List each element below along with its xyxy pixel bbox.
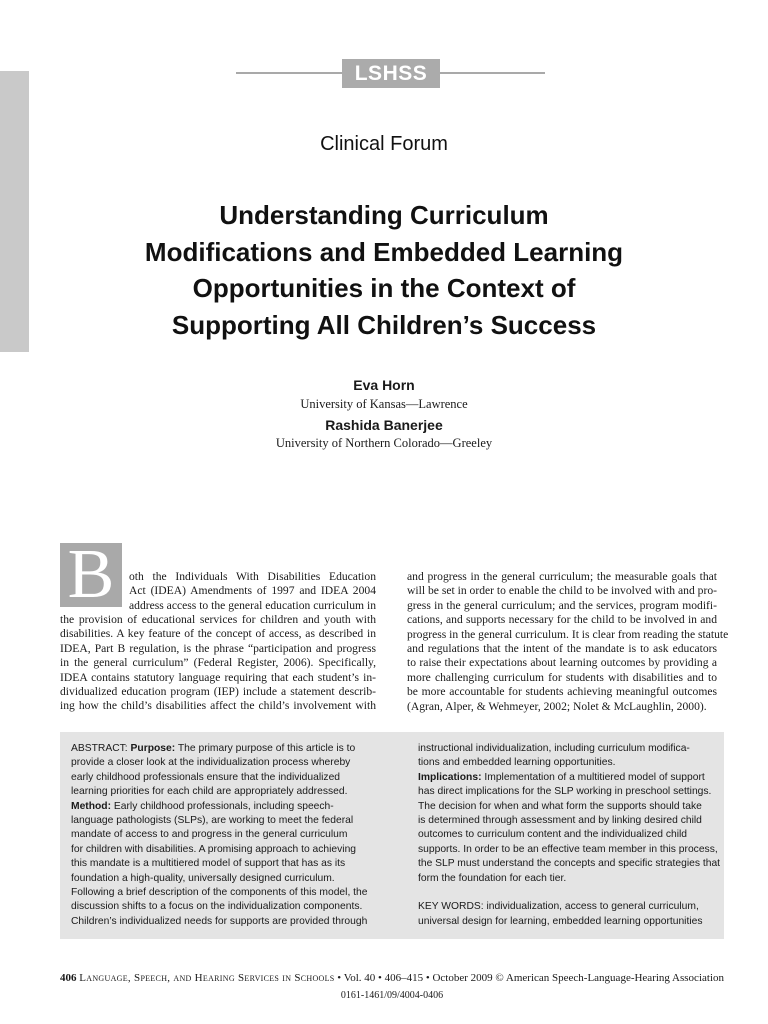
body-line: and progress in the general curriculum; the measurable goals that bbox=[407, 570, 717, 583]
abstract-line: early childhood professionals ensure that the individualized bbox=[71, 771, 341, 783]
title-line: Modifications and Embedded Learning bbox=[144, 236, 624, 267]
body-line: to raise their expectations about learning outcomes by providing a bbox=[407, 656, 717, 670]
keywords-line: KEY WORDS: individualization, access to general curriculum, bbox=[418, 901, 699, 913]
body-line: Act (IDEA) Amendments of 1997 and IDEA 2004 bbox=[129, 584, 376, 598]
body-line: will be set in order to enable the child to be involved with and pro- bbox=[407, 584, 717, 598]
title-line: Understanding Curriculum bbox=[219, 200, 549, 230]
abstract-spacer bbox=[418, 886, 718, 900]
body-line: disabilities. A key feature of the concept of access, as described in bbox=[60, 627, 376, 641]
abstract-line: this mandate is a multitiered model of support that has as its bbox=[71, 858, 346, 870]
drop-cap: B bbox=[60, 543, 122, 607]
body-line: be more accountable for students achieving meaningful outcomes bbox=[407, 685, 717, 699]
abstract-line: outcomes to curriculum content and the individualized child bbox=[418, 829, 688, 841]
abstract-line: learning priorities for each child are appropriately addressed. bbox=[71, 786, 348, 798]
abstract-line bbox=[71, 800, 371, 814]
keywords-line: universal design for learning, embedded learning opportunities bbox=[418, 915, 703, 927]
author-affiliation: University of Kansas—Lawrence bbox=[300, 397, 468, 411]
abstract-line: the SLP must understand the concepts and specific strategies that bbox=[418, 858, 721, 870]
abstract-text: Implementation of a multitiered model of support bbox=[484, 771, 705, 783]
header-rule-left bbox=[236, 72, 342, 74]
page-number: 406 bbox=[60, 972, 77, 984]
abstract-heading: ABSTRACT: bbox=[71, 743, 128, 754]
abstract-line: language pathologists (SLPs), are working to meet the federal bbox=[71, 814, 354, 826]
abstract-line: foundation a high-quality, universally designed curriculum. bbox=[71, 872, 335, 884]
abstract-line: has direct implications for the SLP working in preschool settings. bbox=[418, 786, 712, 798]
abstract-line: discussion shifts to a focus on the individualization components. bbox=[71, 901, 363, 913]
abstract-line: provide a closer look at the individualization process whereby bbox=[71, 757, 351, 769]
abstract-line: supports. In order to be an effective team member in this process, bbox=[418, 843, 718, 855]
body-line: in the general curriculum” (Federal Register, 2006). Specifically, bbox=[60, 656, 376, 670]
section-label: Clinical Forum bbox=[320, 133, 448, 155]
body-line: and regulations that the intent of the mandate is to ask educators bbox=[407, 641, 717, 655]
body-line: address access to the general education curriculum in bbox=[129, 598, 376, 612]
abstract-line: Children’s individualized needs for supports are provided through bbox=[71, 915, 368, 927]
abstract-line: mandate of access to and progress in the general curriculum bbox=[71, 829, 348, 841]
abstract-column-left bbox=[71, 742, 371, 929]
abstract-line bbox=[418, 771, 718, 785]
body-line: (Agran, Alper, & Wehmeyer, 2002; Nolet & McLaughlin, 2000). bbox=[407, 699, 707, 713]
abstract-column-right bbox=[418, 742, 721, 929]
body-line: gress in the general curriculum; and the services, program modifi- bbox=[407, 598, 717, 612]
method-label: Method: bbox=[71, 800, 112, 812]
abstract-line: The decision for when and what form the supports should take bbox=[418, 800, 702, 812]
abstract-line: for children with disabilities. A promising approach to achieving bbox=[71, 843, 357, 855]
abstract-text: The primary purpose of this article is to bbox=[177, 743, 356, 754]
body-column-left bbox=[60, 613, 376, 714]
citation-details: • Vol. 40 • 406–415 • October 2009 © American Speech-Language-Hearing Association bbox=[334, 972, 724, 984]
abstract-line: is determined through assessment and by linking desired child bbox=[418, 814, 702, 826]
abstract-line: tions and embedded learning opportunities. bbox=[418, 757, 616, 769]
journal-name: Language, Speech, and Hearing Services in Schools bbox=[79, 972, 335, 984]
abstract-line: instructional individualization, including curriculum modifica- bbox=[418, 743, 690, 754]
body-line: ing how the child’s disabilities affect the child’s involvement with bbox=[60, 699, 376, 713]
title-line: Supporting All Children’s Success bbox=[171, 309, 597, 340]
journal-citation bbox=[79, 972, 724, 984]
abstract-line bbox=[71, 742, 371, 756]
author-name: Rashida Banerjee bbox=[325, 417, 443, 433]
body-line: more challenging curriculum for students with disabilities and to bbox=[407, 670, 717, 684]
title-line: Opportunities in the Context of bbox=[192, 273, 576, 303]
body-line: dividualized education program (IEP) include a statement describ- bbox=[60, 684, 376, 698]
abstract-line: form the foundation for each tier. bbox=[418, 872, 567, 884]
issn-line: 0161-1461/09/4004-0406 bbox=[340, 990, 444, 1001]
body-column-left-indented bbox=[129, 570, 376, 613]
article-title bbox=[84, 197, 684, 343]
body-line: IDEA contains statutory language requiring that each student’s in- bbox=[60, 670, 376, 684]
body-line: progress in the general curriculum. It is clear from reading the statute bbox=[407, 627, 729, 641]
body-line: cations, and supports necessary for the child to be involved in and bbox=[407, 613, 717, 627]
body-column-right bbox=[407, 570, 729, 714]
journal-badge: LSHSS bbox=[342, 59, 440, 88]
header-rule-right bbox=[440, 72, 545, 74]
abstract-line: Following a brief description of the components of this model, the bbox=[71, 886, 368, 898]
side-tab-marker bbox=[0, 71, 29, 352]
purpose-label: Purpose: bbox=[130, 743, 176, 754]
author-affiliation: University of Northern Colorado—Greeley bbox=[275, 436, 493, 450]
body-line: IDEA, Part B regulation, is the phrase “participation and progress bbox=[60, 641, 376, 655]
body-line: oth the Individuals With Disabilities Education bbox=[129, 570, 376, 583]
author-name: Eva Horn bbox=[353, 377, 415, 393]
body-line: the provision of educational services for children and youth with bbox=[60, 613, 376, 626]
abstract-text: Early childhood professionals, including speech- bbox=[113, 800, 334, 812]
implications-label: Implications: bbox=[418, 771, 482, 783]
